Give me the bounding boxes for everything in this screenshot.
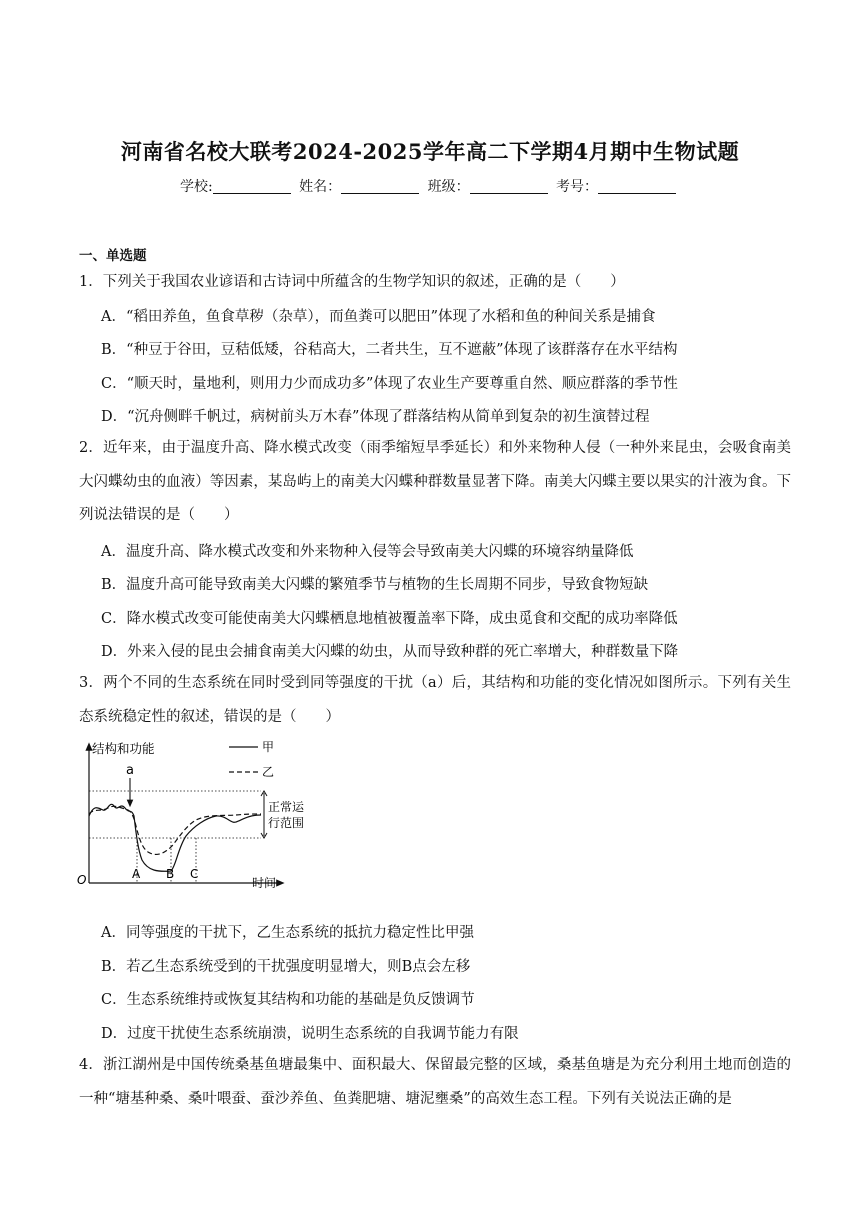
question-1-option-c: C．“顺天时，量地利，则用力少而成功多”体现了农业生产要尊重自然、顺应群落的季节性 [101,376,678,392]
question-number: 2． [79,440,104,456]
x-tick-a: A [132,867,141,881]
legend-jia-label: 甲 [262,740,275,754]
question-3-option-d: D．过度干扰使生态系统崩溃，说明生态系统的自我调节能力有限 [101,1026,519,1042]
question-text: 近年来，由于温度升高、降水模式改变（雨季缩短旱季延长）和外来物种人侵（一种外来昆虫，会吸食南美大闪蝶幼虫的血液）等因素，某岛屿上的南美大闪蝶种群数量显著下降。南美大闪蝶主要以果实的汁液为食。下列说法错误的是（ ） [79,440,791,523]
question-3-option-b: B．若乙生态系统受到的干扰强度明显增大，则B点会左移 [101,959,471,975]
question-2-option-d: D．外来入侵的昆虫会捕食南美大闪蝶的幼虫，从而导致种群的死亡率增大，种群数量下降 [101,644,679,660]
name-label: 姓名： [299,179,342,195]
question-3-stem [79,667,791,734]
class-label: 班级： [427,179,470,195]
range-label-line1: 正常运 [268,800,305,814]
range-label-line2: 行范围 [268,816,305,830]
question-number: 1． [79,274,103,290]
x-axis-label: 时间 [252,876,277,890]
x-tick-c: C [190,867,199,881]
question-2-option-b: B．温度升高可能导致南美大闪蝶的繁殖季节与植物的生长周期不同步，导致食物短缺 [101,577,649,593]
x-tick-b: B [166,867,175,881]
stability-figure [76,738,305,890]
question-4-stem [79,1049,791,1116]
student-info-line [0,176,860,196]
question-number: 4． [79,1057,104,1073]
origin-label: O [77,873,87,887]
question-text: 浙江湖州是中国传统桑基鱼塘最集中、面积最大、保留最完整的区域，桑基鱼塘是为充分利用土地而创造的一种“塘基种桑、桑叶喂蚕、蚕沙养鱼、鱼粪肥塘、塘泥壅桑”的高效生态工程。下列有关说法正确的是 [79,1057,791,1107]
exam-number-blank[interactable] [598,179,676,194]
curve-yi [89,806,261,854]
school-blank[interactable] [213,179,291,194]
y-axis-label: 结构和功能 [92,741,155,756]
page-title: 河南省名校大联考2024-2025学年高二下学期4月期中生物试题 [120,139,740,164]
question-1-option-d: D．“沉舟侧畔千帆过，病树前头万木春”体现了群落结构从简单到复杂的初生演替过程 [101,409,650,425]
section-heading: 一、单选题 [79,248,147,264]
disturbance-label: a [126,763,134,778]
exam-number-label: 考号： [556,179,599,195]
question-1-stem [79,266,791,300]
name-blank[interactable] [341,179,419,194]
question-3-option-c: C．生态系统维持或恢复其结构和功能的基础是负反馈调节 [101,992,475,1008]
question-text: 两个不同的生态系统在同时受到同等强度的干扰（a）后，其结构和功能的变化情况如图所示。下列有关生态系统稳定性的叙述，错误的是（ ） [79,675,792,725]
question-2-option-a: A．温度升高、降水模式改变和外来物种入侵等会导致南美大闪蝶的环境容纳量降低 [101,544,634,560]
question-text: 下列关于我国农业谚语和古诗词中所蕴含的生物学知识的叙述，正确的是（ ） [102,274,625,290]
question-1-option-a: A．“稻田养鱼，鱼食草秽（杂草），而鱼粪可以肥田”体现了水稻和鱼的种间关系是捕食 [101,309,656,325]
question-number: 3． [79,675,104,691]
school-label: 学校: [179,179,213,195]
question-2-stem [79,432,791,533]
question-3-option-a: A．同等强度的干扰下，乙生态系统的抵抗力稳定性比甲强 [101,925,474,941]
question-2-option-c: C．降水模式改变可能使南美大闪蝶栖息地植被覆盖率下降，成虫觅食和交配的成功率降低 [101,611,678,627]
class-blank[interactable] [470,179,548,194]
question-1-option-b: B．“种豆于谷田，豆秸低矮，谷秸高大，二者共生，互不遮蔽”体现了该群落存在水平结构 [101,342,678,358]
legend-yi-label: 乙 [262,765,275,779]
